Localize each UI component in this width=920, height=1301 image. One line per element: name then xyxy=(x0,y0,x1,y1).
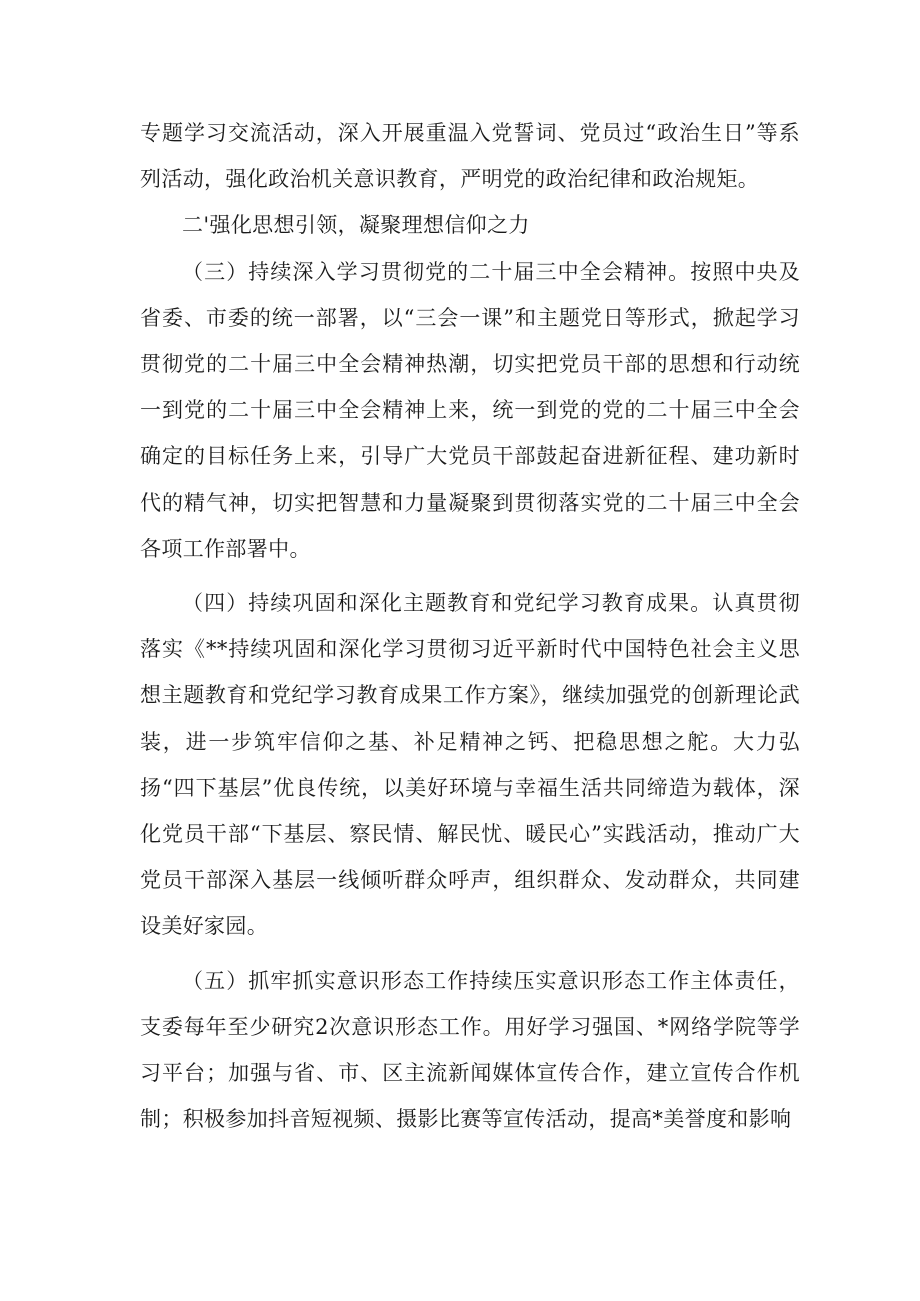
paragraph-item-5: （五）抓牢抓实意识形态工作持续压实意识形态工作主体责任，支委每年至少研究2次意识形态工作。用好学习强国、*网络学院等学习平台；加强与省、市、区主流新闻媒体宣传合作，建立宣传合作机制；积极参加抖音短视频、摄影比赛等宣传活动，提高*美誉度和影响 xyxy=(140,968,800,1132)
paragraph-item-4: （四）持续巩固和深化主题教育和党纪学习教育成果。认真贯彻落实《**持续巩固和深化学习贯彻习近平新时代中国特色社会主义思想主题教育和党纪学习教育成果工作方案》，继续加强党的创新理论武装，进一步筑牢信仰之基、补足精神之钙、把稳思想之舵。大力弘扬“四下基层”优良传统，以美好环境与幸福生活共同缔造为载体，深化党员干部“下基层、察民情、解民忧、暖民心”实践活动，推动广大党员干部深入基层一线倾听群众呼声，组织群众、发动群众，共同建设美好家园。 xyxy=(140,591,800,939)
paragraph-item-3: （三）持续深入学习贯彻党的二十届三中全会精神。按照中央及省委、市委的统一部署，以“三会一课”和主题党日等形式，掀起学习贯彻党的二十届三中全会精神热潮，切实把党员干部的思想和行动统一到党的二十届三中全会精神上来，统一到党的党的二十届三中全会确定的目标任务上来，引导广大党员干部鼓起奋进新征程、建功新时代的精气神，切实把智慧和力量凝聚到贯彻落实党的二十届三中全会各项工作部署中。 xyxy=(140,259,800,561)
document-body xyxy=(140,110,800,1142)
section-heading-2: 二'强化思想引领，凝聚理想信仰之力 xyxy=(182,213,530,238)
paragraph-continuation: 专题学习交流活动，深入开展重温入党誓词、党员过“政治生日”等系列活动，强化政治机关意识教育，严明党的政治纪律和政治规矩。 xyxy=(140,121,800,192)
